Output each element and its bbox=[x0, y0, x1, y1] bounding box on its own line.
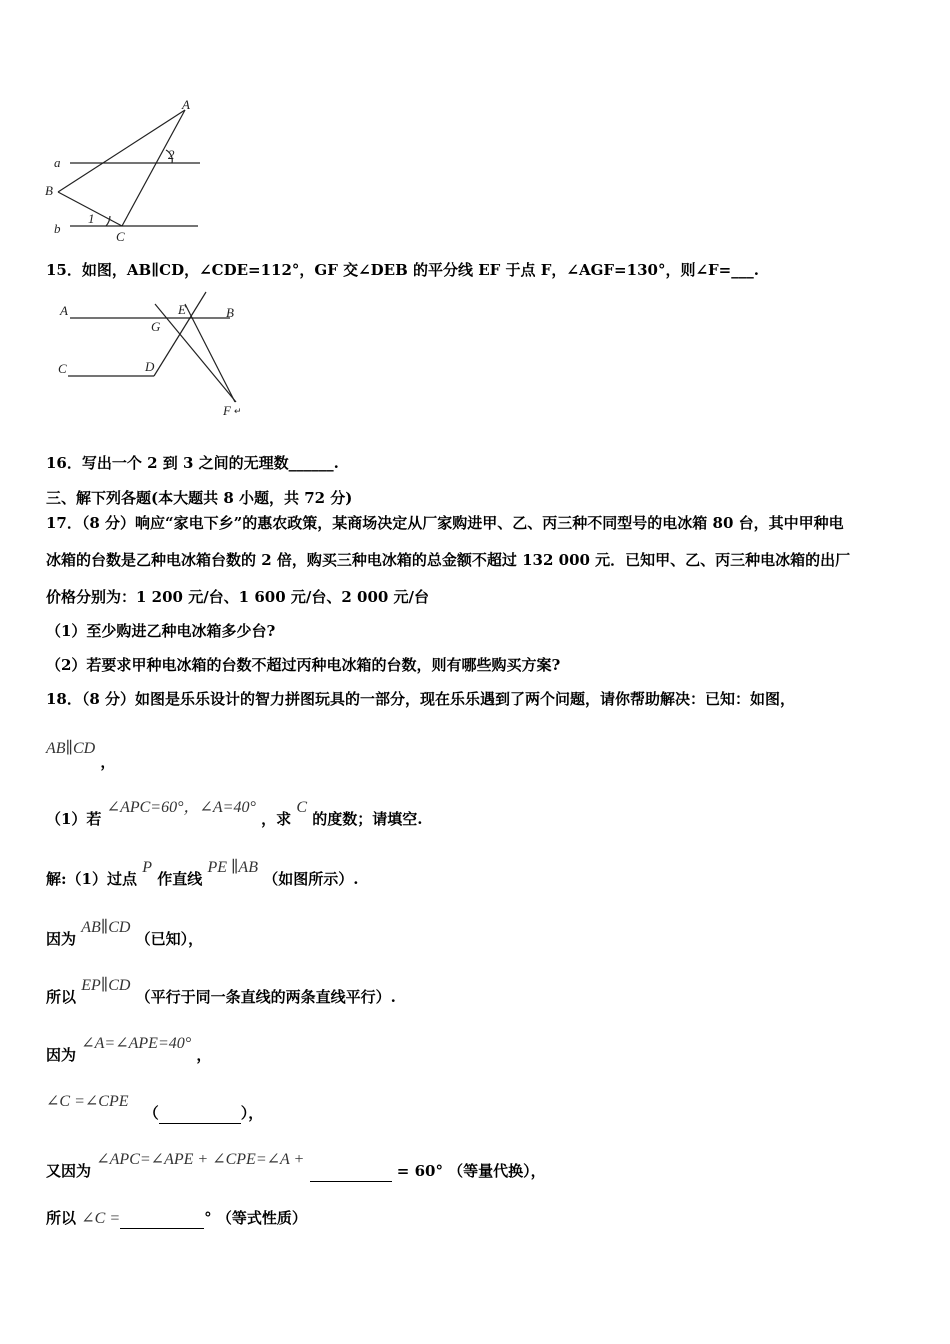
label-e: E bbox=[178, 302, 186, 317]
solution-step-7 bbox=[46, 1208, 307, 1229]
step-1-mid: 作直线 bbox=[157, 870, 203, 888]
given-math: AB∥CD bbox=[46, 740, 96, 757]
step-5-math: ∠C =∠CPE bbox=[46, 1093, 129, 1110]
solution-step-1 bbox=[46, 859, 359, 890]
solution-step-6 bbox=[46, 1151, 546, 1182]
step-2-prefix: 因为 bbox=[46, 930, 77, 948]
label-b-vertex: B bbox=[45, 183, 53, 198]
return-mark: ↵ bbox=[234, 406, 242, 416]
label-angle-1: 1 bbox=[88, 211, 95, 226]
step-3-math: EP∥CD bbox=[81, 977, 131, 994]
solution-step-2 bbox=[46, 919, 204, 950]
question-17-line-3: 价格分别为：1 200 元/台、1 600 元/台、2 000 元/台 bbox=[46, 588, 430, 606]
step-6-tail: = 60° （等量代换）， bbox=[396, 1162, 546, 1180]
step-2-math: AB∥CD bbox=[81, 919, 131, 936]
step-3-tail: （平行于同一条直线的两条直线平行）. bbox=[135, 988, 396, 1006]
part-1-c: C bbox=[296, 799, 308, 816]
solution-step-5 bbox=[46, 1093, 264, 1124]
question-18-given bbox=[46, 738, 116, 771]
step-6-prefix: 又因为 bbox=[46, 1162, 92, 1180]
label-a-vertex: A bbox=[182, 97, 190, 112]
step-7-tail: ° （等式性质） bbox=[204, 1209, 307, 1227]
step-7-blank[interactable] bbox=[120, 1208, 204, 1229]
step-2-tail: （已知）， bbox=[135, 930, 204, 948]
step-1-point-p: P bbox=[142, 859, 152, 876]
label-d: D bbox=[145, 359, 155, 374]
label-f: F bbox=[223, 403, 231, 418]
figure-14-parallel-lines bbox=[40, 95, 215, 245]
label-c: C bbox=[58, 361, 67, 376]
step-1-prefix: 解:（1）过点 bbox=[46, 870, 137, 888]
given-tail: ， bbox=[100, 753, 116, 771]
question-18-part-1 bbox=[46, 799, 423, 830]
line-gf bbox=[155, 304, 236, 402]
label-b: B bbox=[226, 305, 234, 320]
segment-ac bbox=[122, 110, 185, 226]
question-18-intro: 18．（8 分）如图是乐乐设计的智力拼图玩具的一部分，现在乐乐遇到了两个问题，请你帮助解决：已知：如图， bbox=[46, 690, 796, 708]
step-6-blank[interactable] bbox=[310, 1161, 392, 1182]
label-g: G bbox=[151, 319, 161, 334]
label-line-b: b bbox=[54, 221, 61, 236]
question-16: 16．写出一个 2 到 3 之间的无理数______. bbox=[46, 454, 339, 472]
part-1-math: ∠APC=60°，∠A=40° bbox=[106, 799, 256, 816]
question-17-part-2: （2）若要求甲种电冰箱的台数不超过丙种电冰箱的台数，则有哪些购买方案? bbox=[46, 656, 561, 674]
label-angle-2: 2 bbox=[168, 147, 175, 162]
part-1-tail: 的度数；请填空. bbox=[312, 810, 423, 828]
solution-step-4 bbox=[46, 1035, 212, 1066]
step-7-prefix: 所以 bbox=[46, 1209, 77, 1227]
label-line-a: a bbox=[54, 155, 61, 170]
step-1-tail: （如图所示）. bbox=[263, 870, 359, 888]
step-4-tail: ， bbox=[196, 1046, 212, 1064]
step-5-close: ）， bbox=[240, 1104, 264, 1122]
label-a: A bbox=[60, 303, 68, 318]
step-4-prefix: 因为 bbox=[46, 1046, 77, 1064]
step-5-blank[interactable] bbox=[159, 1103, 241, 1124]
step-4-math: ∠A=∠APE=40° bbox=[81, 1035, 192, 1052]
step-5-open: （ bbox=[143, 1104, 159, 1122]
step-3-prefix: 所以 bbox=[46, 988, 77, 1006]
figure-15-parallel-lines bbox=[50, 290, 260, 425]
segment-ab bbox=[58, 110, 185, 192]
question-17-line-2: 冰箱的台数是乙种电冰箱台数的 2 倍，购买三种电冰箱的总金额不超过 132 000 元．已知甲、乙、丙三种电冰箱的出厂 bbox=[46, 551, 851, 569]
step-1-math: PE ∥AB bbox=[207, 859, 258, 876]
question-15: 15．如图，AB∥CD，∠CDE=112°，GF 交∠DEB 的平分线 EF 于点 F，∠AGF=130°，则∠F=___. bbox=[46, 261, 759, 279]
question-17-line-1: 17．（8 分）响应“家电下乡”的惠农政策，某商场决定从厂家购进甲、乙、丙三种不同型号的电冰箱 80 台，其中甲种电 bbox=[46, 514, 844, 532]
part-1-prefix: （1）若 bbox=[46, 810, 102, 828]
solution-step-3 bbox=[46, 977, 396, 1008]
section-3-heading: 三、解下列各题(本大题共 8 小题，共 72 分) bbox=[46, 489, 353, 507]
part-1-mid: ，求 bbox=[261, 810, 292, 828]
label-c-vertex: C bbox=[116, 229, 125, 244]
step-7-math: ∠C = bbox=[81, 1210, 121, 1227]
step-6-math: ∠APC=∠APE + ∠CPE=∠A + bbox=[96, 1151, 305, 1168]
question-17-part-1: （1）至少购进乙种电冰箱多少台? bbox=[46, 622, 276, 640]
